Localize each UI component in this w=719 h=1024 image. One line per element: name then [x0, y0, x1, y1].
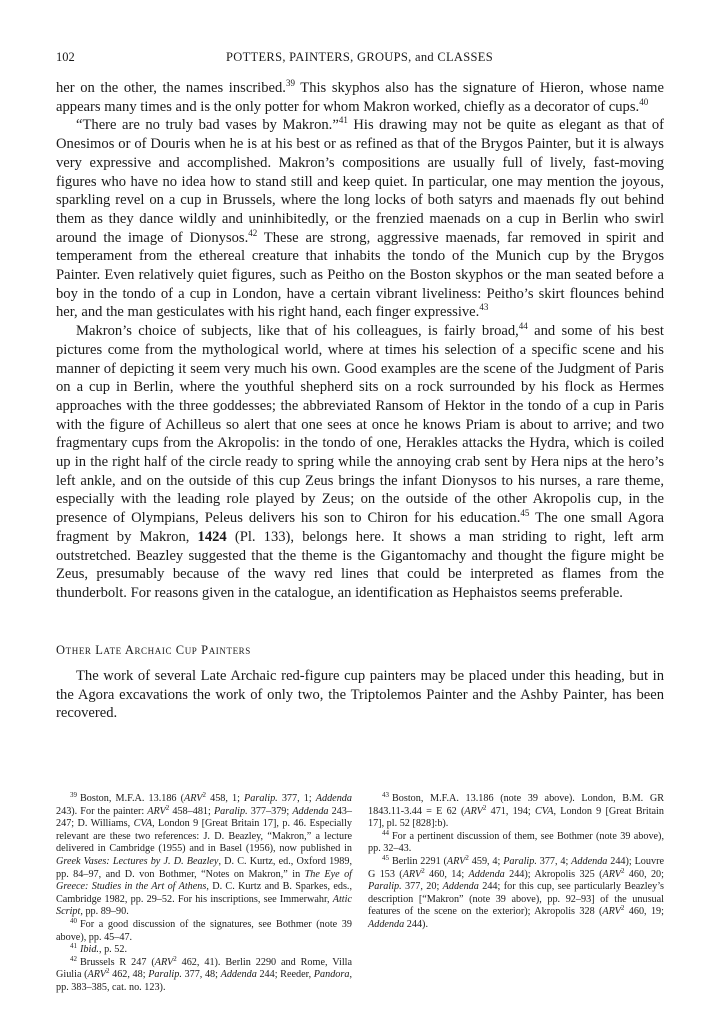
text-run: , D. C. Kurtz, ed., Oxford 1989, pp. 84–97, and D. von Bothmer, “Notes on Makron,” in — [56, 855, 353, 880]
page-number: 102 — [56, 50, 75, 64]
text-run: 459, 4; — [468, 855, 504, 867]
footnotes-left-column — [56, 793, 352, 995]
running-head: POTTERS, PAINTERS, GROUPS, and CLASSES — [226, 50, 493, 64]
footnote-44 — [368, 828, 664, 856]
abbrev: Addenda — [468, 868, 505, 880]
footnote-39 — [56, 793, 352, 919]
abbrev: ARV — [602, 906, 621, 918]
superscript: 2 — [482, 803, 487, 812]
text-run: Boston, M.F.A. 13.186 (note 39 above). London, B.M. GR 1843.11-3.44 = E 62 ( — [368, 793, 664, 817]
abbrev: Ibid. — [80, 944, 99, 956]
abbrev: Paralip. — [213, 805, 248, 817]
abbrev: Addenda — [292, 805, 329, 817]
text-run: For a pertinent discussion of them, see Bothmer (note 39 above), pp. 32–43. — [368, 830, 664, 855]
paragraph-1 — [56, 79, 664, 116]
superscript: 2 — [620, 866, 625, 875]
text-run: Brussels R 247 ( — [80, 956, 155, 968]
abbrev: Addenda — [571, 855, 608, 867]
text-run: her on the other, the names inscribed. — [56, 80, 286, 96]
text-run: , pp. 89–90. — [80, 906, 129, 918]
footnote-ref: 42 — [248, 227, 258, 238]
text-run: Berlin 2291 ( — [392, 855, 447, 867]
section-heading: Other Late Archaic Cup Painters — [56, 643, 251, 657]
footnote-ref: 44 — [518, 321, 528, 332]
footnotes-right-column — [368, 793, 664, 932]
text-run: 377, 1; — [277, 793, 316, 804]
footnote-ref: 39 — [285, 78, 295, 88]
text-run: 244; for this cup, see particularly Beazley’s description [“Makron” (note 39 above), pp. 92–93] of the unusual features of the scene on the exterior); Akropolis 328 ( — [368, 881, 664, 918]
text-run: 377, 48; — [181, 969, 221, 981]
superscript: 2 — [165, 803, 170, 812]
footnote-40 — [56, 916, 352, 944]
footnote-ref: 40 — [639, 96, 649, 107]
text-run: 244; Reeder, — [256, 969, 314, 981]
text-run: These are strong, aggressive maenads, far removed in spirit and temperament from the ethereal creature that inhabits the tondo of the Munich cup by the Brygos Painter. Even relatively quiet figures, such as Peitho on the Boston skyphos or the man seated before a boy in the tondo of a cup in London, have a certain vibrant liveliness: Peitho’s skirt flounces behind her, and the man gesticulates with his right hand, each finger expressive. — [56, 229, 664, 321]
footnote-ref: 43 — [479, 302, 489, 313]
abbrev: CVA — [133, 818, 153, 830]
text-run: 471, 194; — [486, 805, 535, 817]
footnote-number: 43 — [382, 791, 389, 799]
abbrev: CVA — [534, 805, 554, 817]
section-text — [56, 667, 664, 723]
abbrev: Addenda — [368, 918, 405, 930]
abbrev: Paralip. — [148, 969, 182, 981]
text-run: and some of his best pictures come from the mythological world, where at times his selection of a specific scene and his manner of depicting it seem very much his own. Good examples are the scene of the Judgment of Paris on a cup in Berlin, where the youthful shepherd sits on a rock surrounded by his flock as Hermes approaches with the three goddesses; the abbreviated Ransom of Hektor in the tondo of a cup in Paris with the figure of Achilleus so alert that one sees at once he knows Priam is about to arrive; and two fragmentary cups from the Akropolis: in the tondo of one, Herakles attacks the Hydra, which is coiled up in the right half of the circle ready to spring while the annoying crab sent by Hera nips at the hero’s left ankle, and on the outside of this cup Zeus brings the infant Dionysos to his nurses, a rare theme, especially with the leading role played by Zeus; on the outside of the other Akropolis cup, in the presence of Olympians, Peleus delivers his son to Chiron for his education. — [56, 323, 664, 527]
page-header — [56, 50, 663, 68]
text-run: 243). For the painter: — [56, 805, 148, 817]
text-run: 462, 48; — [109, 969, 149, 981]
text-run: 377–379; — [247, 805, 293, 817]
paragraph-3 — [56, 322, 664, 603]
abbrev: Addenda — [315, 793, 352, 804]
abbrev: ARV — [184, 793, 203, 804]
text-run: 460, 19; — [624, 906, 664, 918]
footnote-43 — [368, 793, 664, 831]
text-run: “There are no truly bad vases by Makron.” — [76, 117, 339, 134]
footnote-number: 40 — [70, 916, 77, 925]
text-run: 462, 41). Berlin 2290 and Rome, Villa Giulia ( — [56, 956, 352, 981]
text-run: (Pl. 133), belongs here. It shows a man striding to right, left arm outstretched. Beazley suggested that the theme is the Gigantomachy and thought the figure might be Zeus, presumably because of the wavy red lines that could be interpreted as flames from the thunderbolt. For reasons given in the catalogue, an identification as Hephaistos seems preferable. — [56, 528, 664, 601]
footnote-number: 45 — [382, 853, 389, 862]
text-run: 244); Akropolis 325 ( — [504, 868, 603, 880]
text-run: 377, 20; — [401, 881, 443, 893]
book-title: Pandora — [313, 969, 350, 981]
abbrev: Paralip. — [503, 855, 537, 867]
text-run: The one small Agora fragment by Makron, — [56, 510, 664, 545]
footnote-number: 41 — [70, 942, 77, 951]
text-run: 460, 14; — [424, 868, 469, 880]
text-run: 458, 1; — [206, 793, 245, 804]
superscript: 2 — [173, 954, 177, 963]
superscript: 2 — [620, 904, 625, 913]
book-title: Greek Vases: Lectures by J. D. Beazley — [56, 855, 219, 867]
catalogue-number: 1424 — [197, 528, 227, 545]
text-run: For a good discussion of the signatures, see Bothmer (note 39 above), pp. 45–47. — [56, 918, 352, 943]
text-run: , p. 52. — [98, 944, 127, 956]
abbrev: ARV — [402, 868, 422, 880]
abbrev: ARV — [602, 868, 621, 880]
footnote-number: 44 — [382, 828, 389, 837]
text-run: This skyphos also has the signature of Hieron, whose name appears many times and is the only potter for whom Makron worked, chiefly as a decorator of cups. — [56, 80, 664, 115]
abbrev: ARV — [446, 855, 466, 867]
body-text — [56, 79, 664, 603]
paragraph-2 — [56, 116, 664, 322]
superscript: 2 — [465, 853, 469, 862]
abbrev: ARV — [147, 805, 166, 817]
text-run: Boston, M.F.A. 13.186 ( — [80, 793, 185, 804]
superscript: 2 — [421, 866, 425, 875]
abbrev: Addenda — [442, 881, 479, 893]
text-run: 460, 20; — [624, 868, 664, 880]
footnote-42 — [56, 954, 352, 995]
text-run: , London 9 [Great Britain 17], p. 46. Especially relevant are these two references: J. D. Beazley, “Makron,” a lecture delivered in Cambridge (1955) and in Basel (1956), now published in — [56, 818, 352, 855]
book-title: The Eye of Greece: Studies in the Art of Athens — [56, 868, 352, 893]
footnote-45 — [368, 853, 664, 932]
abbrev: ARV — [154, 956, 174, 968]
abbrev: Paralip. — [244, 793, 278, 804]
text-run: 243–247; D. Williams, — [56, 805, 352, 830]
abbrev: ARV — [87, 969, 106, 981]
footnote-ref: 45 — [520, 508, 530, 519]
text-run: 244); Louvre G 153 ( — [368, 855, 664, 880]
abbrev: Addenda — [220, 969, 257, 981]
superscript: 2 — [202, 791, 207, 799]
text-run: Makron’s choice of subjects, like that of his colleagues, is fairly broad, — [76, 323, 519, 340]
footnote-ref: 41 — [338, 115, 348, 126]
text-run: 377, 4; — [536, 855, 572, 867]
text-run: , D. C. Kurtz and B. Sparkes, eds., Cambridge 1982, pp. 29–52. For his inscriptions, see Immerwahr, — [56, 881, 353, 905]
footnote-number: 39 — [70, 791, 77, 799]
text-run: 244). — [404, 918, 428, 930]
abbrev: ARV — [464, 805, 483, 817]
text-run: His drawing may not be quite as elegant as that of Onesimos or of Douris when he is at his best or as refined as that of the Brygos Painter, but it is always very expressive and accomplished. Makron’s compositions are usually full of lively, fast-moving figures who have no idea how to stand still and keep quiet. In particular, one may mention the joyous, sparkling revel on a cup in Brussels, where the long locks of both satyrs and maenads fly out behind them as they dance wildly and uninhibitedly, or the frenzied maenads on a cup in Berlin who swirl around the image of Dionysos. — [56, 117, 664, 246]
text-run: , London 9 [Great Britain 17], pl. 52 [828]:b). — [368, 805, 664, 830]
section-paragraph: The work of several Late Archaic red-figure cup painters may be placed under this heading, but in the Agora excavations the work of only two, the Triptolemos Painter and the Ashby Painter, has been recovered. — [56, 668, 664, 722]
text-run: 458–481; — [169, 805, 214, 817]
superscript: 2 — [105, 967, 110, 976]
footnote-number: 42 — [70, 954, 77, 963]
abbrev: Paralip. — [368, 881, 402, 893]
footnote-41 — [56, 944, 352, 957]
text-run: , pp. 383–385, cat. no. 123). — [56, 969, 352, 993]
book-title: Attic Script — [56, 893, 352, 918]
